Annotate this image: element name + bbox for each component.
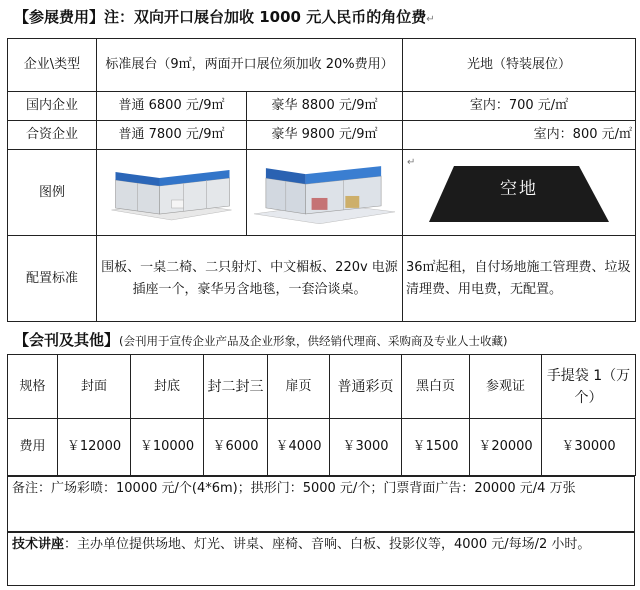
price-normal: 普通 7800 元/9㎡ (97, 121, 247, 150)
header-standard: 标准展台（9㎡，两面开口展位须加收 20%费用） (97, 39, 403, 92)
col-header: 封二封三 (204, 355, 268, 419)
fee-cell: ￥1500 (402, 419, 470, 476)
fee-label: 费用 (8, 419, 58, 476)
price-luxury: 豪华 8800 元/9㎡ (247, 92, 403, 121)
standard-booth-icon (100, 158, 243, 228)
table-row (8, 39, 636, 92)
table-row (8, 355, 636, 419)
col-header: 封底 (131, 355, 204, 419)
config-label: 配置标准 (8, 236, 97, 322)
table-row (8, 419, 636, 476)
luxury-booth-icon (250, 158, 399, 228)
fee-cell: ￥30000 (542, 419, 636, 476)
price-space: 室内：800 元/㎡ (403, 121, 636, 150)
col-header: 普通彩页 (330, 355, 402, 419)
col-header: 参观证 (470, 355, 542, 419)
tech-lecture-text: ：主办单位提供场地、灯光、讲桌、座椅、音响、白板、投影仪等，4000 元/每场/2 小时。 (64, 537, 591, 552)
table-row (8, 92, 636, 121)
fee-cell: ￥12000 (58, 419, 131, 476)
col-header: 手提袋 1（万个） (542, 355, 636, 419)
booth-fee-table (7, 38, 636, 322)
catalogue-fee-table (7, 354, 636, 476)
remarks-note: 备注：广场彩喷：10000 元/个(4*6m)；拱形门：5000 元/个；门票背面广告：20000 元/4 万张 (7, 476, 635, 532)
standard-booth-image (97, 150, 247, 236)
fee-cell: ￥4000 (268, 419, 330, 476)
price-space: 室内：700 元/㎡ (403, 92, 636, 121)
price-luxury: 豪华 9800 元/9㎡ (247, 121, 403, 150)
table-row (8, 236, 636, 322)
luxury-booth-image (247, 150, 403, 236)
header-type: 企业\类型 (8, 39, 97, 92)
col-header: 规格 (8, 355, 58, 419)
col-header: 扉页 (268, 355, 330, 419)
table-row (8, 150, 636, 236)
section2-title: 【会刊及其他】 (14, 331, 120, 349)
fee-cell: ￥20000 (470, 419, 542, 476)
fee-cell: ￥10000 (131, 419, 204, 476)
section2-heading (14, 329, 508, 350)
header-space: 光地（特装展位） (403, 39, 636, 92)
empty-space-image (403, 150, 636, 236)
return-mark-icon: ↵ (407, 157, 416, 168)
fee-cell: ￥3000 (330, 419, 402, 476)
return-mark-icon: ↵ (426, 14, 435, 25)
section2-subtitle: (会刊用于宣传企业产品及企业形象，供经销代理商、采购商及专业人士收藏) (119, 334, 508, 348)
legend-label: 图例 (8, 150, 97, 236)
fee-cell: ￥6000 (204, 419, 268, 476)
row-label: 国内企业 (8, 92, 97, 121)
tech-lecture-note (7, 532, 635, 586)
table-row (8, 121, 636, 150)
config-standard: 围板、一桌二椅、二只射灯、中文楣板、220v 电源插座一个，豪华另含地毯，一套洽谈桌。 (97, 236, 403, 322)
row-label: 合资企业 (8, 121, 97, 150)
section1-title: 【参展费用】 (14, 8, 105, 26)
price-normal: 普通 6800 元/9㎡ (97, 92, 247, 121)
section1-subtitle: 注：双向开口展台加收 1000 元人民币的角位费 (104, 8, 427, 26)
col-header: 黑白页 (402, 355, 470, 419)
config-space: 36㎡起租，自付场地施工管理费、垃圾清理费、用电费，无配置。 (403, 236, 636, 322)
section1-heading (14, 6, 435, 27)
col-header: 封面 (58, 355, 131, 419)
tech-lecture-label: 技术讲座 (12, 537, 65, 552)
empty-space-label: 空地 (500, 179, 538, 199)
